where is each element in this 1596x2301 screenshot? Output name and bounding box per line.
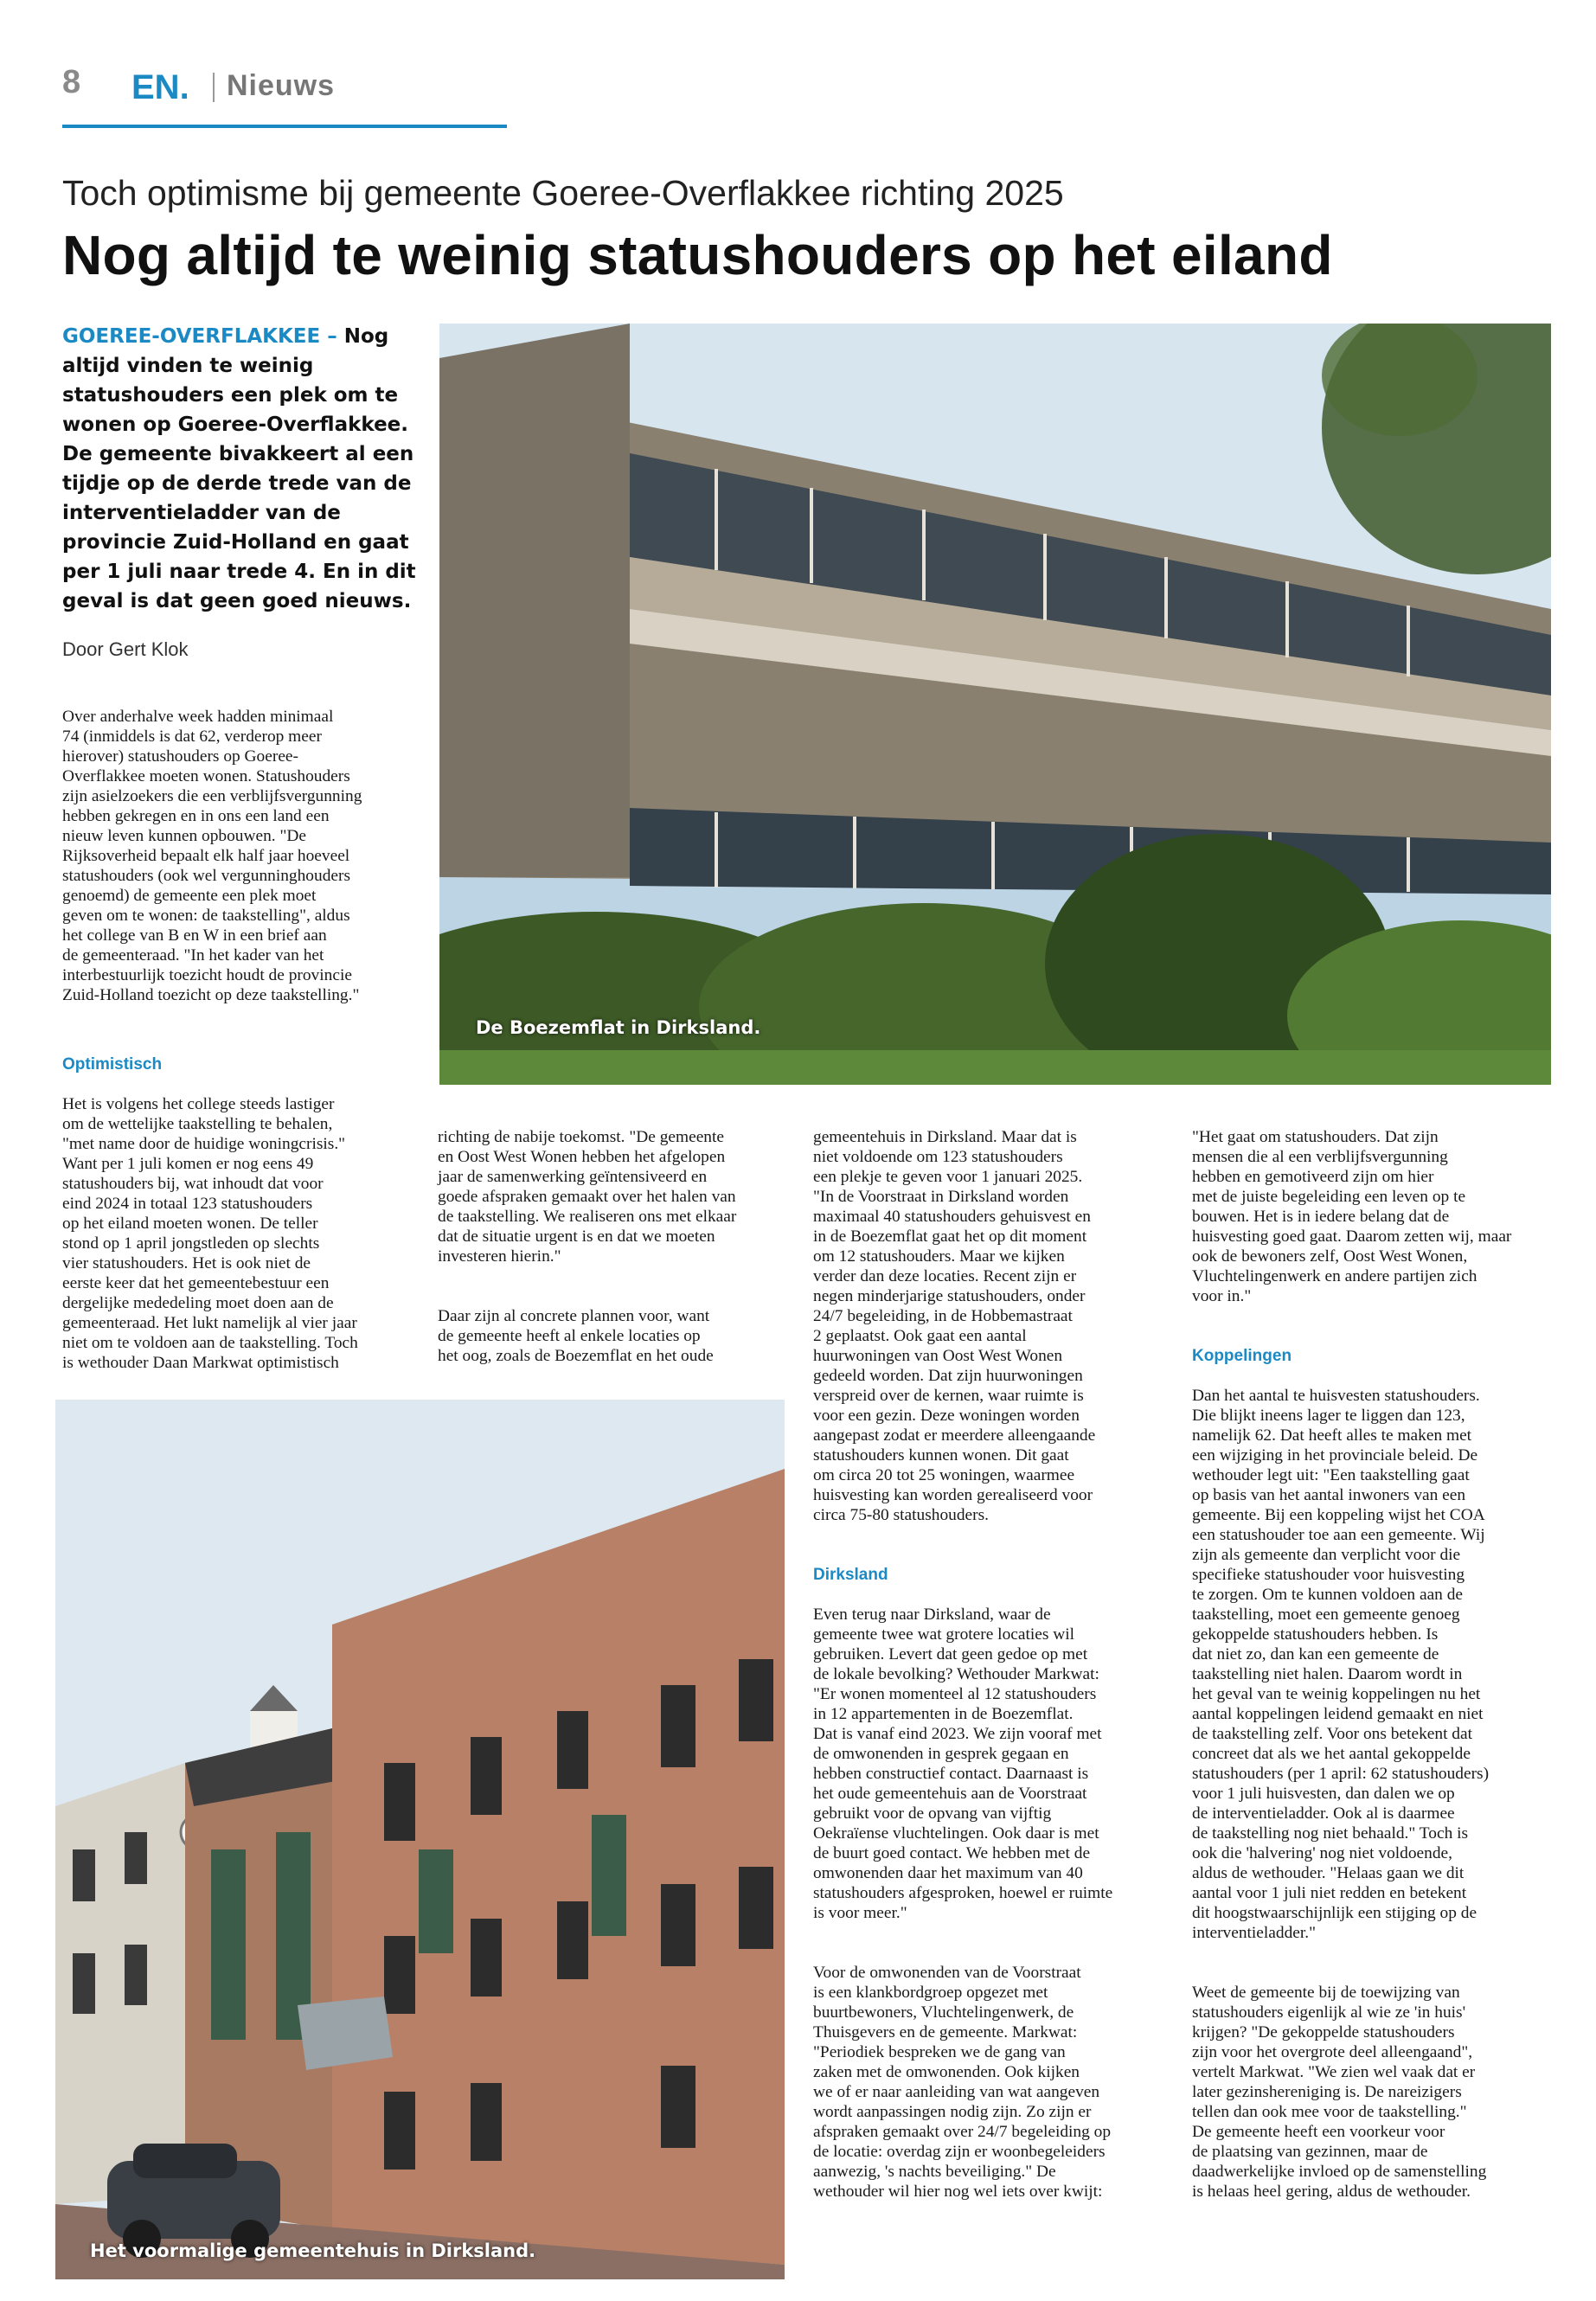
subheading-dirksland: Dirksland: [813, 1566, 888, 1584]
photo-caption: De Boezemflat in Dirksland.: [476, 1017, 761, 1038]
paragraph: Voor de omwonenden van de Voorstraat is een klankbordgroep opgezet met buurtbewoners, Vluchtelingenwerk, de Thuisgevers en de gemeente. Markwat: "Periodiek bespreken we de gang van zaken met de omwonenden. Ook kijken we of er naar aanleiding van wat aangeven wordt aanpassingen nodig zijn. Zo zijn er afspraken gemaakt over 24/7 begeleiding op de locatie: overdag zijn er woonbegeleiders aanwezig, 's nachts beveiliging." De wethouder wil hier nog wel iets over kwijt:: [813, 1964, 1112, 2201]
byline: Door Gert Klok: [62, 638, 189, 660]
paragraph: richting de nabije toekomst. "De gemeente en Oost West Wonen hebben het afgelopen jaar de samenwerking geïntensiveerd en goede afspraken gemaakt over het halen van de taakstelling. We realiseren ons met elkaar dat de situatie urgent is en dat we moeten investeren hierin.": [438, 1128, 737, 1266]
subheading-koppelingen: Koppelingen: [1192, 1347, 1292, 1365]
photo-caption: Het voormalige gemeentehuis in Dirksland.: [90, 2240, 536, 2261]
body-column-2: [438, 1107, 792, 1386]
header-rule: [62, 125, 507, 128]
boezemflat-illustration: [439, 324, 1551, 1085]
body-column-1-top: [62, 687, 417, 1025]
body-column-4: [1192, 1107, 1550, 2221]
paragraph: Weet de gemeente bij de toewijzing van statushouders eigenlijk al wie ze 'in huis' krijgen? "De gekoppelde statushouders zijn voor het overgrote deel alleengaand", vertelt Markwat. "We zien wel vaak dat er later gezinshereniging is. De nareizigers tellen dan ook mee voor de taakstelling." De gemeente heeft een voorkeur voor de plaatsing van gezinnen, maar de daadwerkelijke invloed op de samenstelling is helaas heel gering, aldus de wethouder.: [1192, 1984, 1487, 2201]
paragraph: Daar zijn al concrete plannen voor, want de gemeente heeft al enkele locaties op het oog, zoals de Boezemflat en het oude: [438, 1307, 714, 1365]
paragraph: Dan het aantal te huisvesten statushouders. Die blijkt ineens lager te liggen dan 123, namelijk 62. Dat heeft alles te maken met een wijziging in het provinciale beleid. De wethouder legt uit: "Een taakstelling gaat op basis van het aantal inwoners van een gemeente. Bij een koppeling wijst het COA een statushouder toe aan een gemeente. Wij zijn als gemeente dan verplicht voor die specifieke statushouder voor huisvesting te zorgen. Om te kunnen voldoen aan de taakstelling, moet een gemeente genoeg gekoppelde statushouders hebben. Is dat niet zo, dan kan een gemeente de taakstelling niet halen. Daarom wordt in het geval van te weinig koppelingen nu het aantal koppelingen leidend gemaakt en niet de taakstelling zelf. Voor ons betekent dat concreet dat als we het aantal gekoppelde statushouders (per 1 april: 62 statushouders) voor 1 juli huisvesten, dan dalen we op de interventieladder. Ook al is daarmee de taakstelling nog niet behaald." Toch is ook die 'halvering' nog niet voldoende, aldus de wethouder. "Helaas gaan we dit aantal voor 1 juli niet redden en betekent dit hoogstwaarschijnlijk een stijging op de interventieladder.": [1192, 1387, 1490, 1942]
photo-boezemflat: [439, 324, 1551, 1085]
gemeentehuis-illustration: [55, 1400, 785, 2279]
body-column-1-bottom: [62, 1035, 417, 1393]
paragraph: Over anderhalve week hadden minimaal 74 (inmiddels is dat 62, verderop meer hierover) statushouders op Goeree- Overflakkee moeten wonen. Statushouders zijn asielzoekers die een verblijfsvergunning hebben gekregen en in ons een land een nieuw leven kunnen opbouwen. "De Rijksoverheid bepaalt elk half jaar hoeveel statushouders (ook wel vergunninghouders genoemd) de gemeente een plek moet geven om te wonen: de taakstelling", aldus het college van B en W in een brief aan de gemeenteraad. "In het kader van het interbestuurlijk toezicht houdt de provincie Zuid-Holland toezicht op deze taakstelling.": [62, 708, 362, 1004]
paragraph: Het is volgens het college steeds lastiger om de wettelijke taakstelling te behalen, "met name door de huidige woningcrisis." Want per 1 juli komen er nog eens 49 statushouders bij, wat inhoudt dat voor eind 2024 in totaal 123 statushouders op het eiland moeten wonen. De teller stond op 1 april jongstleden op slechts vier statushouders. Het is ook niet de eerste keer dat het gemeentebestuur een dergelijke mededeling moet doen aan de gemeenteraad. Het lukt namelijk al vier jaar niet om te voldoen aan de taakstelling. Toch is wethouder Daan Markwat optimistisch: [62, 1095, 358, 1372]
section-label: Nieuws: [227, 69, 336, 102]
lead-dateline: GOEREE-OVERFLAKKEE –: [62, 325, 337, 348]
en-logo: [131, 69, 201, 104]
article-headline: Nog altijd te weinig statushouders op het eiland: [62, 224, 1333, 286]
paragraph: gemeentehuis in Dirksland. Maar dat is niet voldoende om 123 statushouders een plekje te geven voor 1 januari 2025. "In de Voorstraat in Dirksland worden maximaal 40 statushouders gehuisvest en in de Boezemflat gaat het op dit moment om 12 statushouders. Maar we kijken verder dan deze locaties. Recent zijn er negen minderjarige statushouders, onder 24/7 begeleiding, in de Hobbemastraat 2 geplaatst. Ook gaat een aantal huurwoningen van Oost West Wonen gedeeld worden. Dat zijn huurwoningen verspreid over de kernen, waar ruimte is voor een gezin. Deze woningen worden aangepast zodat er meerdere alleengaande statushouders kunnen wonen. Dit gaat om circa 20 tot 25 woningen, waarmee huisvesting kan worden gerealiseerd voor circa 75-80 statushouders.: [813, 1128, 1096, 1524]
logo-text: EN.: [131, 69, 189, 104]
photo-gemeentehuis: [55, 1400, 785, 2279]
article-kicker: Toch optimisme bij gemeente Goeree-Overflakkee richting 2025: [62, 173, 1064, 213]
lead-text: Nog altijd vinden te weinig statushouders een plek om te wonen op Goeree-Overflakkee. De gemeente bivakkeert al een tijdje op de derde trede van de interventieladder van de provincie Zuid-Holland en gaat per 1 juli naar trede 4. En in dit geval is dat geen goed nieuws.: [62, 325, 416, 612]
subheading-optimistisch: Optimistisch: [62, 1055, 163, 1074]
page-number: 8: [62, 64, 81, 100]
body-column-3: [813, 1107, 1171, 2221]
header-divider: [213, 73, 215, 102]
paragraph: "Het gaat om statushouders. Dat zijn mensen die al een verblijfsvergunning hebben en gemotiveerd zijn om hier met de juiste begeleiding een leven op te bouwen. Het is in iedere belang dat de huisvesting goed gaat. Daarom zetten wij, maar ook de bewoners zelf, Oost West Wonen, Vluchtelingenwerk en andere partijen zich voor in.": [1192, 1128, 1512, 1305]
article-lead: [62, 322, 417, 616]
paragraph: Even terug naar Dirksland, waar de gemeente twee wat grotere locaties wil gebruiken. Levert dat geen gedoe op met de lokale bevolking? Wethouder Markwat: "Er wonen momenteel al 12 statushouders in 12 appartementen in de Boezemflat. Dat is vanaf eind 2023. We zijn vooraf met de omwonenden in gesprek gegaan en hebben constructief contact. Daarnaast is het oude gemeentehuis aan de Voorstraat gebruikt voor de opvang van vijftig Oekraïense vluchtelingen. Ook daar is met de buurt goed contact. We hebben met de omwonenden daar het maximum van 40 statushouders afgesproken, hoewel er ruimte is voor meer.": [813, 1606, 1113, 1922]
